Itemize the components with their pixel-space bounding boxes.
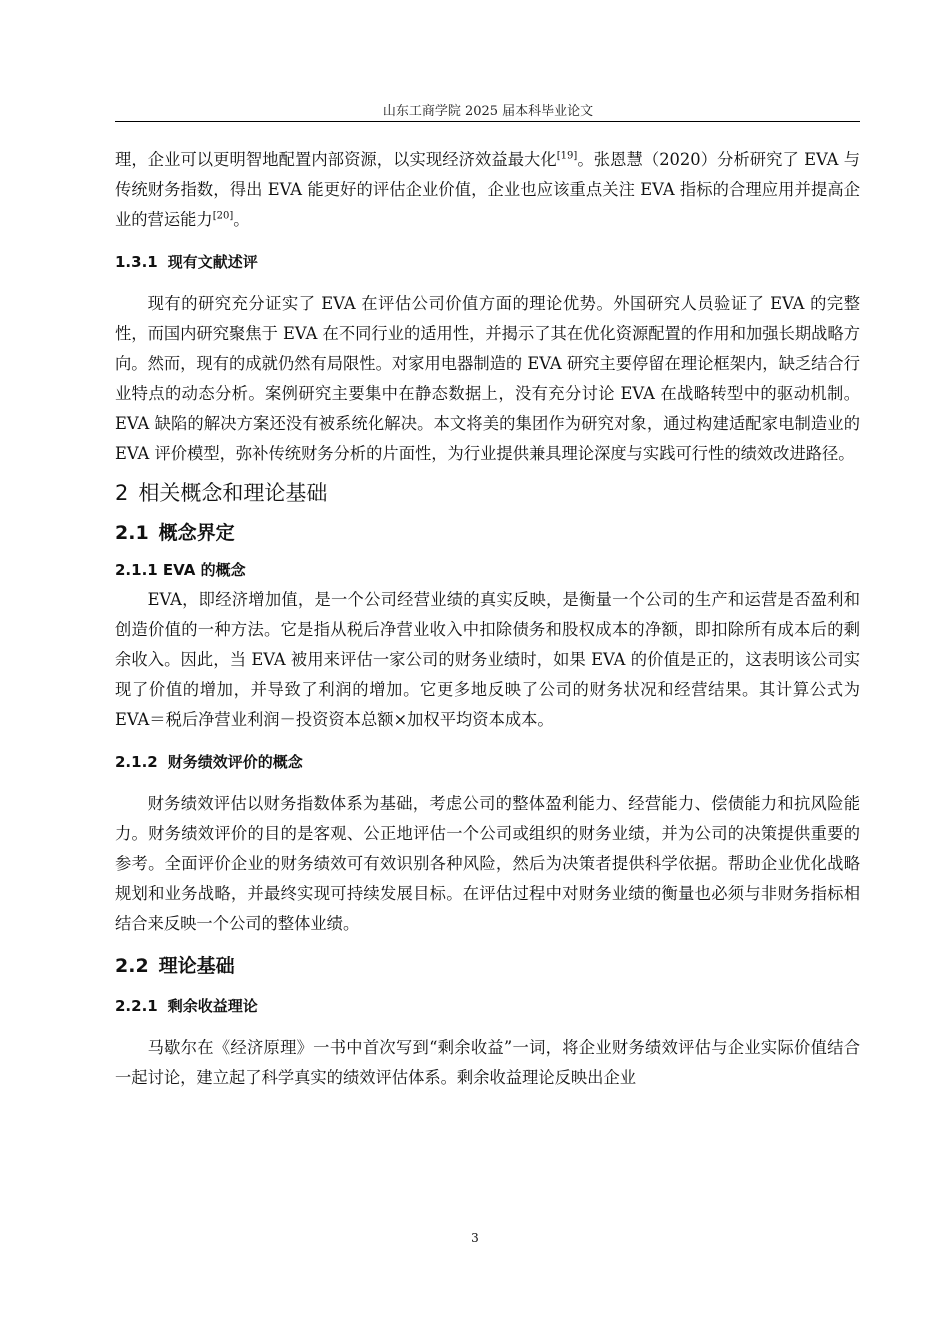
section-title: 剩余收益理论 <box>167 997 258 1015</box>
section-number: 2.2 <box>115 955 149 977</box>
section-heading-2-1 <box>115 516 860 550</box>
paragraph-review: 现有的研究充分证实了 EVA 在评估公司价值方面的理论优势。外国研究人员验证了 EVA 的完整性，而国内研究聚焦于 EVA 在不同行业的适用性，并揭示了其在优化资源配置的作用和加强长期战略方向。然而，现有的成就仍然有局限性。对家用电器制造的 EVA 研究主要停留在理论框架内，缺乏结合行业特点的动态分析。案例研究主要集中在静态数据上，没有充分讨论 EVA 在战略转型中的驱动机制。EVA 缺陷的解决方案还没有被系统化解决。本文将美的集团作为研究对象，通过构建适配家电制造业的 EVA 评价模型，弥补传统财务分析的片面性，为行业提供兼具理论深度与实践可行性的绩效改进路径。 <box>115 294 860 463</box>
paragraph-intro <box>115 145 860 235</box>
section-number: 2.1.2 <box>115 753 158 771</box>
running-header: 山东工商学院 2025 届本科毕业论文 <box>382 104 594 119</box>
paragraph-performance: 财务绩效评估以财务指数体系为基础，考虑公司的整体盈利能力、经营能力、偿债能力和抗风险能力。财务绩效评价的目的是客观、公正地评估一个公司或组织的财务业绩，并为公司的决策提供重要的参考。全面评价企业的财务绩效可有效识别各种风险，然后为决策者提供科学依据。帮助企业优化战略规划和业务战略，并最终实现可持续发展目标。在评估过程中对财务业绩的衡量也必须与非财务指标相结合来反映一个公司的整体业绩。 <box>115 794 860 933</box>
chapter-title: 相关概念和理论基础 <box>138 481 328 505</box>
text-run: 理，企业可以更明智地配置内部资源，以实现经济效益最大化 <box>115 150 557 169</box>
text-run: 。张恩慧（2020）分析研究了 EVA 与传统财务指数，得出 EVA 能更好的评估企业价值，企业也应该重点关注 EVA 指标的合理应用并提高企业的营运能力 <box>115 150 860 229</box>
chapter-number: 2 <box>115 481 129 505</box>
section-title: 理论基础 <box>158 955 235 977</box>
section-title: 概念界定 <box>158 522 235 544</box>
section-heading-1-3-1 <box>115 247 860 277</box>
section-number: 2.1 <box>115 522 149 544</box>
section-number: 1.3.1 <box>115 253 158 271</box>
paragraph-residual-income: 马歇尔在《经济原理》一书中首次写到“剩余收益”一词，将企业财务绩效评估与企业实际价值结合一起讨论，建立起了科学真实的绩效评估体系。剩余收益理论反映出企业 <box>115 1038 860 1087</box>
citation-ref: [19] <box>556 150 578 162</box>
chapter-heading-2 <box>115 476 860 510</box>
page-number: 3 <box>471 1231 479 1245</box>
section-heading-2-1-2 <box>115 747 860 777</box>
paragraph-eva-concept: EVA，即经济增加值，是一个公司经营业绩的真实反映，是衡量一个公司的生产和运营是否盈利和创造价值的一种方法。它是指从税后净营业收入中扣除债务和股权成本的净额，即扣除所有成本后的剩余收入。因此，当 EVA 被用来评估一家公司的财务业绩时，如果 EVA 的价值是正的，这表明该公司实现了价值的增加，并导致了利润的增加。它更多地反映了公司的财务状况和经营结果。其计算公式为 EVA＝税后净营业利润－投资资本总额×加权平均资本成本。 <box>115 590 860 729</box>
page-content <box>115 145 860 1093</box>
section-title: 现有文献述评 <box>167 253 258 271</box>
section-heading-2-1-1: 2.1.1 EVA 的概念 <box>115 561 246 579</box>
citation-ref: [20] <box>212 210 234 222</box>
header-rule <box>115 121 860 122</box>
section-number: 2.2.1 <box>115 997 158 1015</box>
text-run: 。 <box>233 210 250 229</box>
section-title: 财务绩效评价的概念 <box>167 753 303 771</box>
section-heading-2-2 <box>115 949 860 983</box>
section-heading-2-2-1 <box>115 991 860 1021</box>
